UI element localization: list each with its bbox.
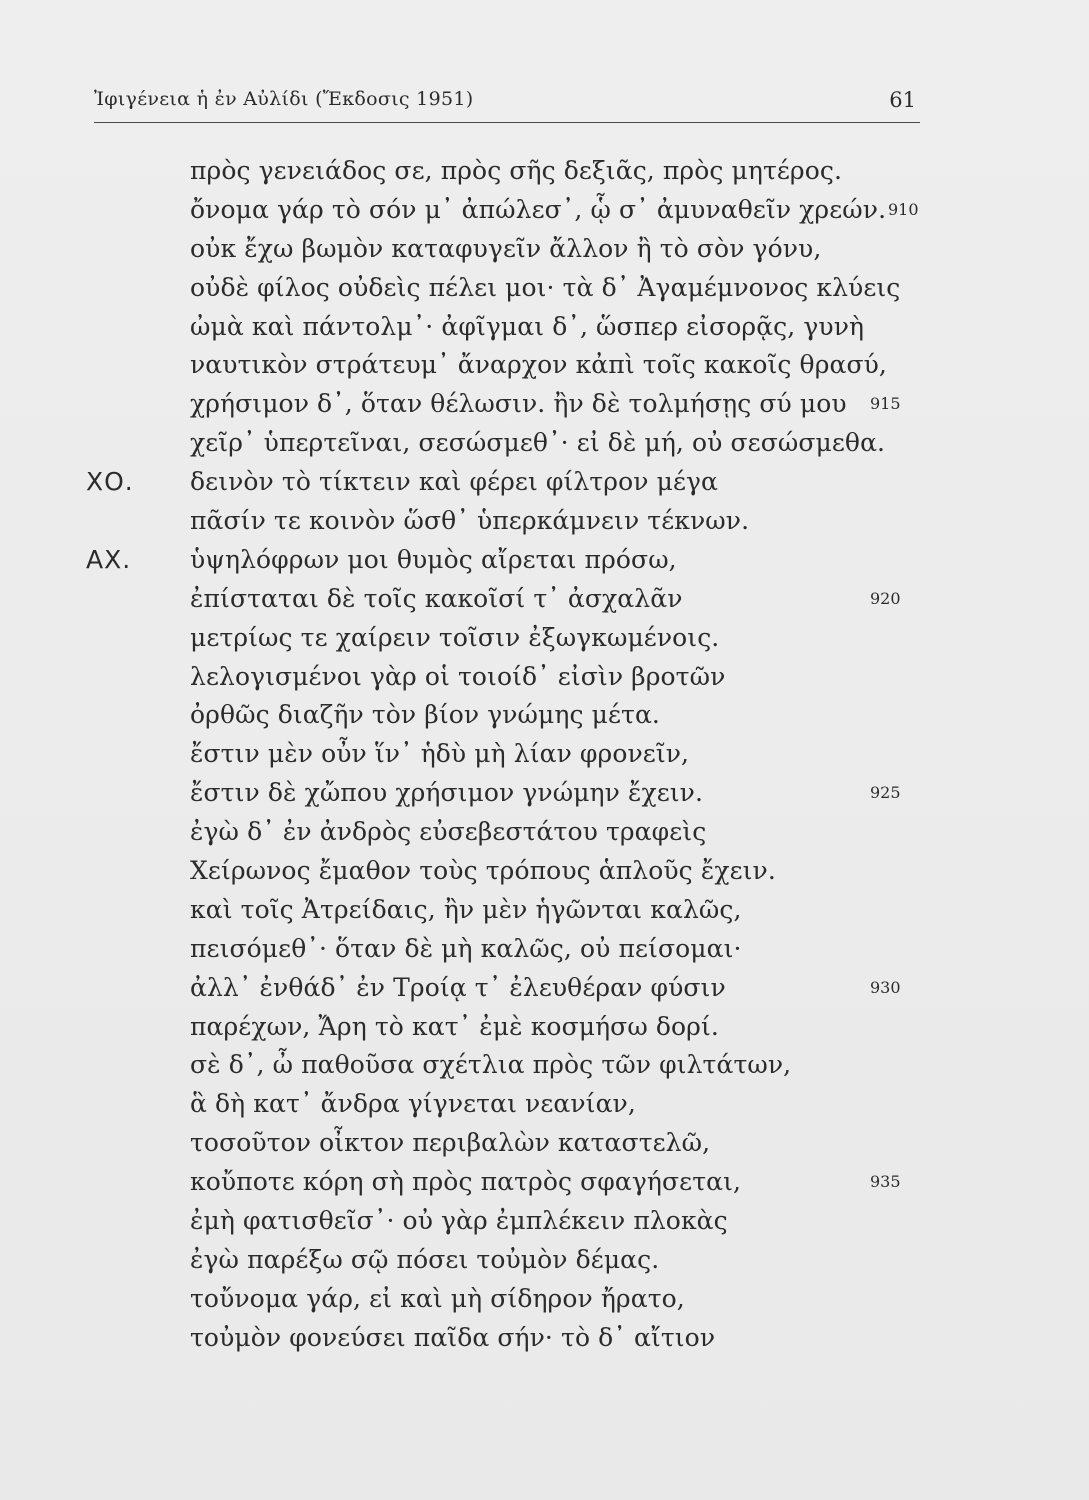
verse-text: ὀρθῶς διαζῆν τὸν βίον γνώμης μέτα.	[190, 700, 660, 730]
verse-line	[0, 696, 1089, 735]
verse-line	[0, 346, 1089, 385]
verse-text: χεῖρ᾽ ὑπερτεῖναι, σεσώσμεθ᾽· εἰ δὲ μή, οὐ σεσώσμεθα.	[190, 428, 886, 458]
verse-text: ναυτικὸν στράτευμ᾽ ἄναρχον κἀπὶ τοῖς κακοῖς θρασύ,	[190, 350, 887, 380]
verse-text: κοὔποτε κόρη σὴ πρὸς πατρὸς σφαγήσεται,	[190, 1167, 742, 1197]
verse-text: χρήσιμον δ᾽, ὅταν θέλωσιν. ἢν δὲ τολμήσῃς σύ μου	[190, 389, 847, 419]
verse-line	[0, 658, 1089, 697]
speaker-label: ΑΧ.	[86, 544, 132, 574]
verse-line	[0, 1046, 1089, 1085]
verse-text: μετρίως τε χαίρειν τοῖσιν ἐξωγκωμένοις.	[190, 622, 720, 652]
verse-line	[0, 891, 1089, 930]
verse-line	[0, 852, 1089, 891]
verse-text: ἐμὴ φατισθεῖσ᾽· οὐ γὰρ ἐμπλέκειν πλοκὰς	[190, 1206, 728, 1236]
verse-text: πεισόμεθ᾽· ὅταν δὲ μὴ καλῶς, οὐ πείσομαι·	[190, 933, 742, 963]
page-number: 61	[889, 88, 916, 112]
verse-line	[0, 424, 1089, 463]
verse-text: ὠμὰ καὶ πάντολμ᾽· ἀφῖγμαι δ᾽, ὥσπερ εἰσορᾷς, γυνὴ	[190, 311, 865, 341]
verse-text: ἔστιν μὲν οὖν ἵν᾽ ἡδὺ μὴ λίαν φρονεῖν,	[190, 739, 690, 769]
line-number: 930	[870, 977, 901, 997]
verse-text: οὐδὲ φίλος οὐδεὶς πέλει μοι· τὰ δ᾽ Ἀγαμέμνονος κλύεις	[190, 272, 901, 302]
line-number: 920	[870, 588, 901, 608]
verse-line	[0, 1202, 1089, 1241]
verse-text: τοσοῦτον οἶκτον περιβαλὼν καταστελῶ,	[190, 1128, 711, 1158]
verse-text: ἃ δὴ κατ᾽ ἄνδρα γίγνεται νεανίαν,	[190, 1089, 636, 1119]
verse-text: Χείρωνος ἔμαθον τοὺς τρόπους ἁπλοῦς ἔχειν.	[190, 856, 776, 886]
verse-text: λελογισμένοι γὰρ οἱ τοιοίδ᾽ εἰσὶν βροτῶν	[190, 661, 726, 691]
verse-text: ὑψηλόφρων μοι θυμὸς αἴρεται πρόσω,	[190, 544, 677, 574]
verse-line	[0, 1319, 1089, 1358]
verse-text: δεινὸν τὸ τίκτειν καὶ φέρει φίλτρον μέγα	[190, 467, 719, 497]
verse-text: οὐκ ἔχω βωμὸν καταφυγεῖν ἄλλον ἢ τὸ σὸν γόνυ,	[190, 233, 822, 263]
verse-line	[0, 619, 1089, 658]
verse-line	[0, 541, 1089, 580]
verse-line	[0, 1163, 1089, 1202]
verse-text: τοὔνομα γάρ, εἰ καὶ μὴ σίδηρον ἤρατο,	[190, 1283, 685, 1313]
verse-line	[0, 1280, 1089, 1319]
verse-line	[0, 1241, 1089, 1280]
verse-line	[0, 735, 1089, 774]
verse-block	[0, 152, 1089, 1358]
verse-text: ἐπίσταται δὲ τοῖς κακοῖσί τ᾽ ἀσχαλᾶν	[190, 583, 683, 613]
verse-text: παρέχων, Ἄρη τὸ κατ᾽ ἐμὲ κοσμήσω δορί.	[190, 1011, 719, 1041]
running-title: Ἰφιγένεια ἡ ἐν Αὐλίδι (Ἔκδοσις 1951)	[94, 88, 474, 110]
verse-line	[0, 1008, 1089, 1047]
verse-line	[0, 385, 1089, 424]
verse-line	[0, 774, 1089, 813]
verse-text: σὲ δ᾽, ὦ παθοῦσα σχέτλια πρὸς τῶν φιλτάτων,	[190, 1050, 792, 1080]
verse-text: ἔστιν δὲ χὤπου χρήσιμον γνώμην ἔχειν.	[190, 778, 704, 808]
verse-line	[0, 463, 1089, 502]
verse-text: πᾶσίν τε κοινὸν ὥσθ᾽ ὑπερκάμνειν τέκνων.	[190, 506, 750, 536]
verse-line	[0, 502, 1089, 541]
line-number: 925	[870, 783, 901, 803]
verse-text: ὄνομα γάρ τὸ σόν μ᾽ ἀπώλεσ᾽, ᾧ σ᾽ ἀμυναθεῖν χρεών.	[190, 194, 887, 224]
verse-text: ἀλλ᾽ ἐνθάδ᾽ ἐν Τροίᾳ τ᾽ ἐλευθέραν φύσιν	[190, 972, 726, 1002]
line-number: 915	[870, 394, 901, 414]
verse-line	[0, 308, 1089, 347]
verse-line	[0, 1085, 1089, 1124]
line-number: 935	[870, 1172, 901, 1192]
verse-line	[0, 152, 1089, 191]
running-header	[94, 86, 920, 123]
verse-line	[0, 813, 1089, 852]
verse-text: ἐγὼ παρέξω σῷ πόσει τοὐμὸν δέμας.	[190, 1244, 660, 1274]
verse-text: καὶ τοῖς Ἀτρείδαις, ἢν μὲν ἡγῶνται καλῶς,	[190, 894, 742, 924]
verse-line	[0, 580, 1089, 619]
verse-text: ἐγὼ δ᾽ ἐν ἀνδρὸς εὐσεβεστάτου τραφεὶς	[190, 817, 707, 847]
speaker-label: ΧΟ.	[86, 467, 134, 497]
verse-text: πρὸς γενειάδος σε, πρὸς σῆς δεξιᾶς, πρὸς μητέρος.	[190, 156, 843, 185]
verse-line	[0, 1124, 1089, 1163]
verse-text: τοὐμὸν φονεύσει παῖδα σήν· τὸ δ᾽ αἴτιον	[190, 1322, 716, 1352]
line-number: 910	[888, 199, 919, 219]
verse-line	[0, 230, 1089, 269]
verse-line	[0, 269, 1089, 308]
verse-line	[0, 191, 1089, 230]
verse-line	[0, 930, 1089, 969]
verse-line	[0, 969, 1089, 1008]
